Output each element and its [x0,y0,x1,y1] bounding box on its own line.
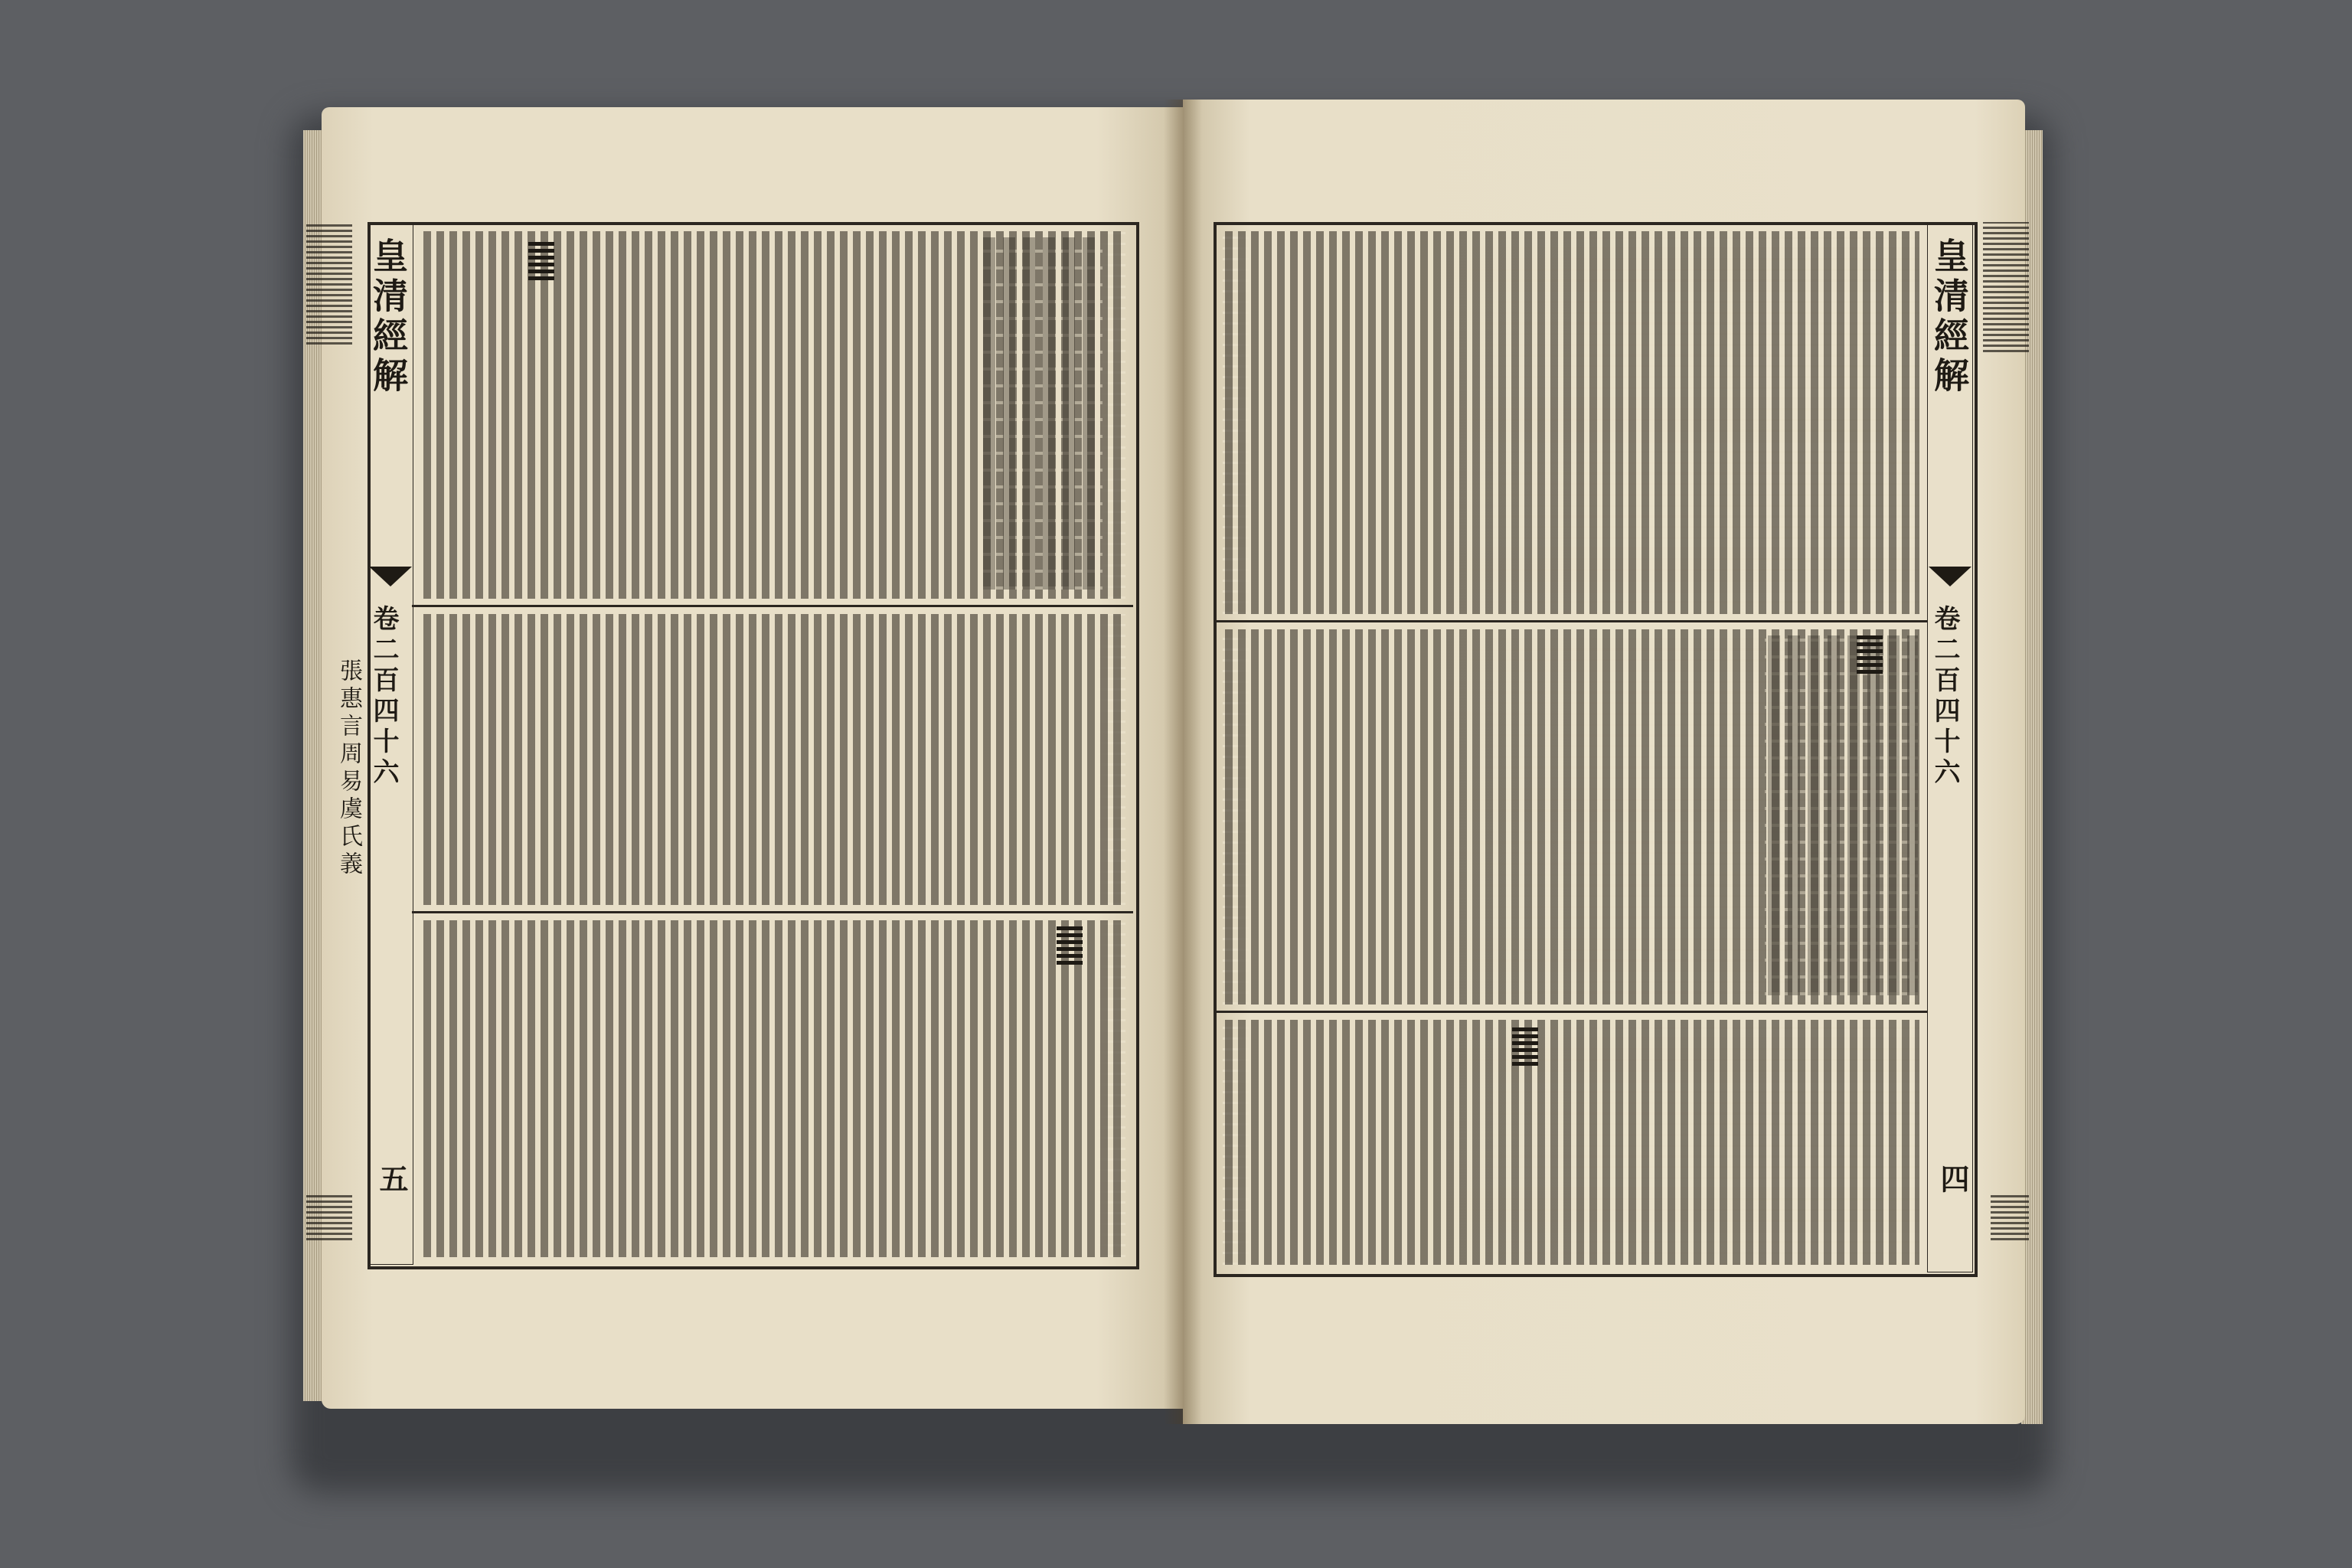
right-register-divider-2 [1214,1011,1927,1013]
right-edge-ink-mark [1991,1194,2029,1240]
left-register-divider-1 [412,605,1133,607]
left-middle-register-text [421,614,1125,905]
right-bottom-register-text [1223,1020,1919,1265]
left-edge-ink-mark [306,222,352,345]
left-page-number: 五 [374,1164,409,1193]
left-volume-label: 卷二百四十六 [368,605,399,789]
right-register-divider-1 [1214,620,1927,622]
right-edge-ink-mark [1983,222,2029,352]
left-bottom-register-text [421,920,1125,1257]
left-page [322,107,1183,1409]
right-center-title: 皇清經解 [1929,237,1970,397]
right-volume-label: 卷二百四十六 [1929,605,1960,789]
left-register-divider-2 [412,911,1133,913]
book-gutter-shadow [1164,100,1202,1424]
right-top-register-text [1223,231,1919,614]
left-edge-ink-mark [306,1194,352,1240]
hexagram-symbol [1512,1027,1538,1069]
right-middle-register-heading [1765,635,1918,995]
left-fishtail-mark [369,567,412,586]
right-fishtail-mark [1929,567,1971,586]
left-center-title: 皇清經解 [368,237,409,397]
hexagram-symbol [528,242,554,283]
hexagram-symbol [1057,926,1083,968]
left-top-register-heading [980,237,1102,590]
left-author-line: 張惠言周易虞氏義 [335,658,362,879]
right-page-number: 四 [1936,1164,1970,1193]
hexagram-symbol [1857,635,1883,677]
right-page [1183,100,2025,1424]
